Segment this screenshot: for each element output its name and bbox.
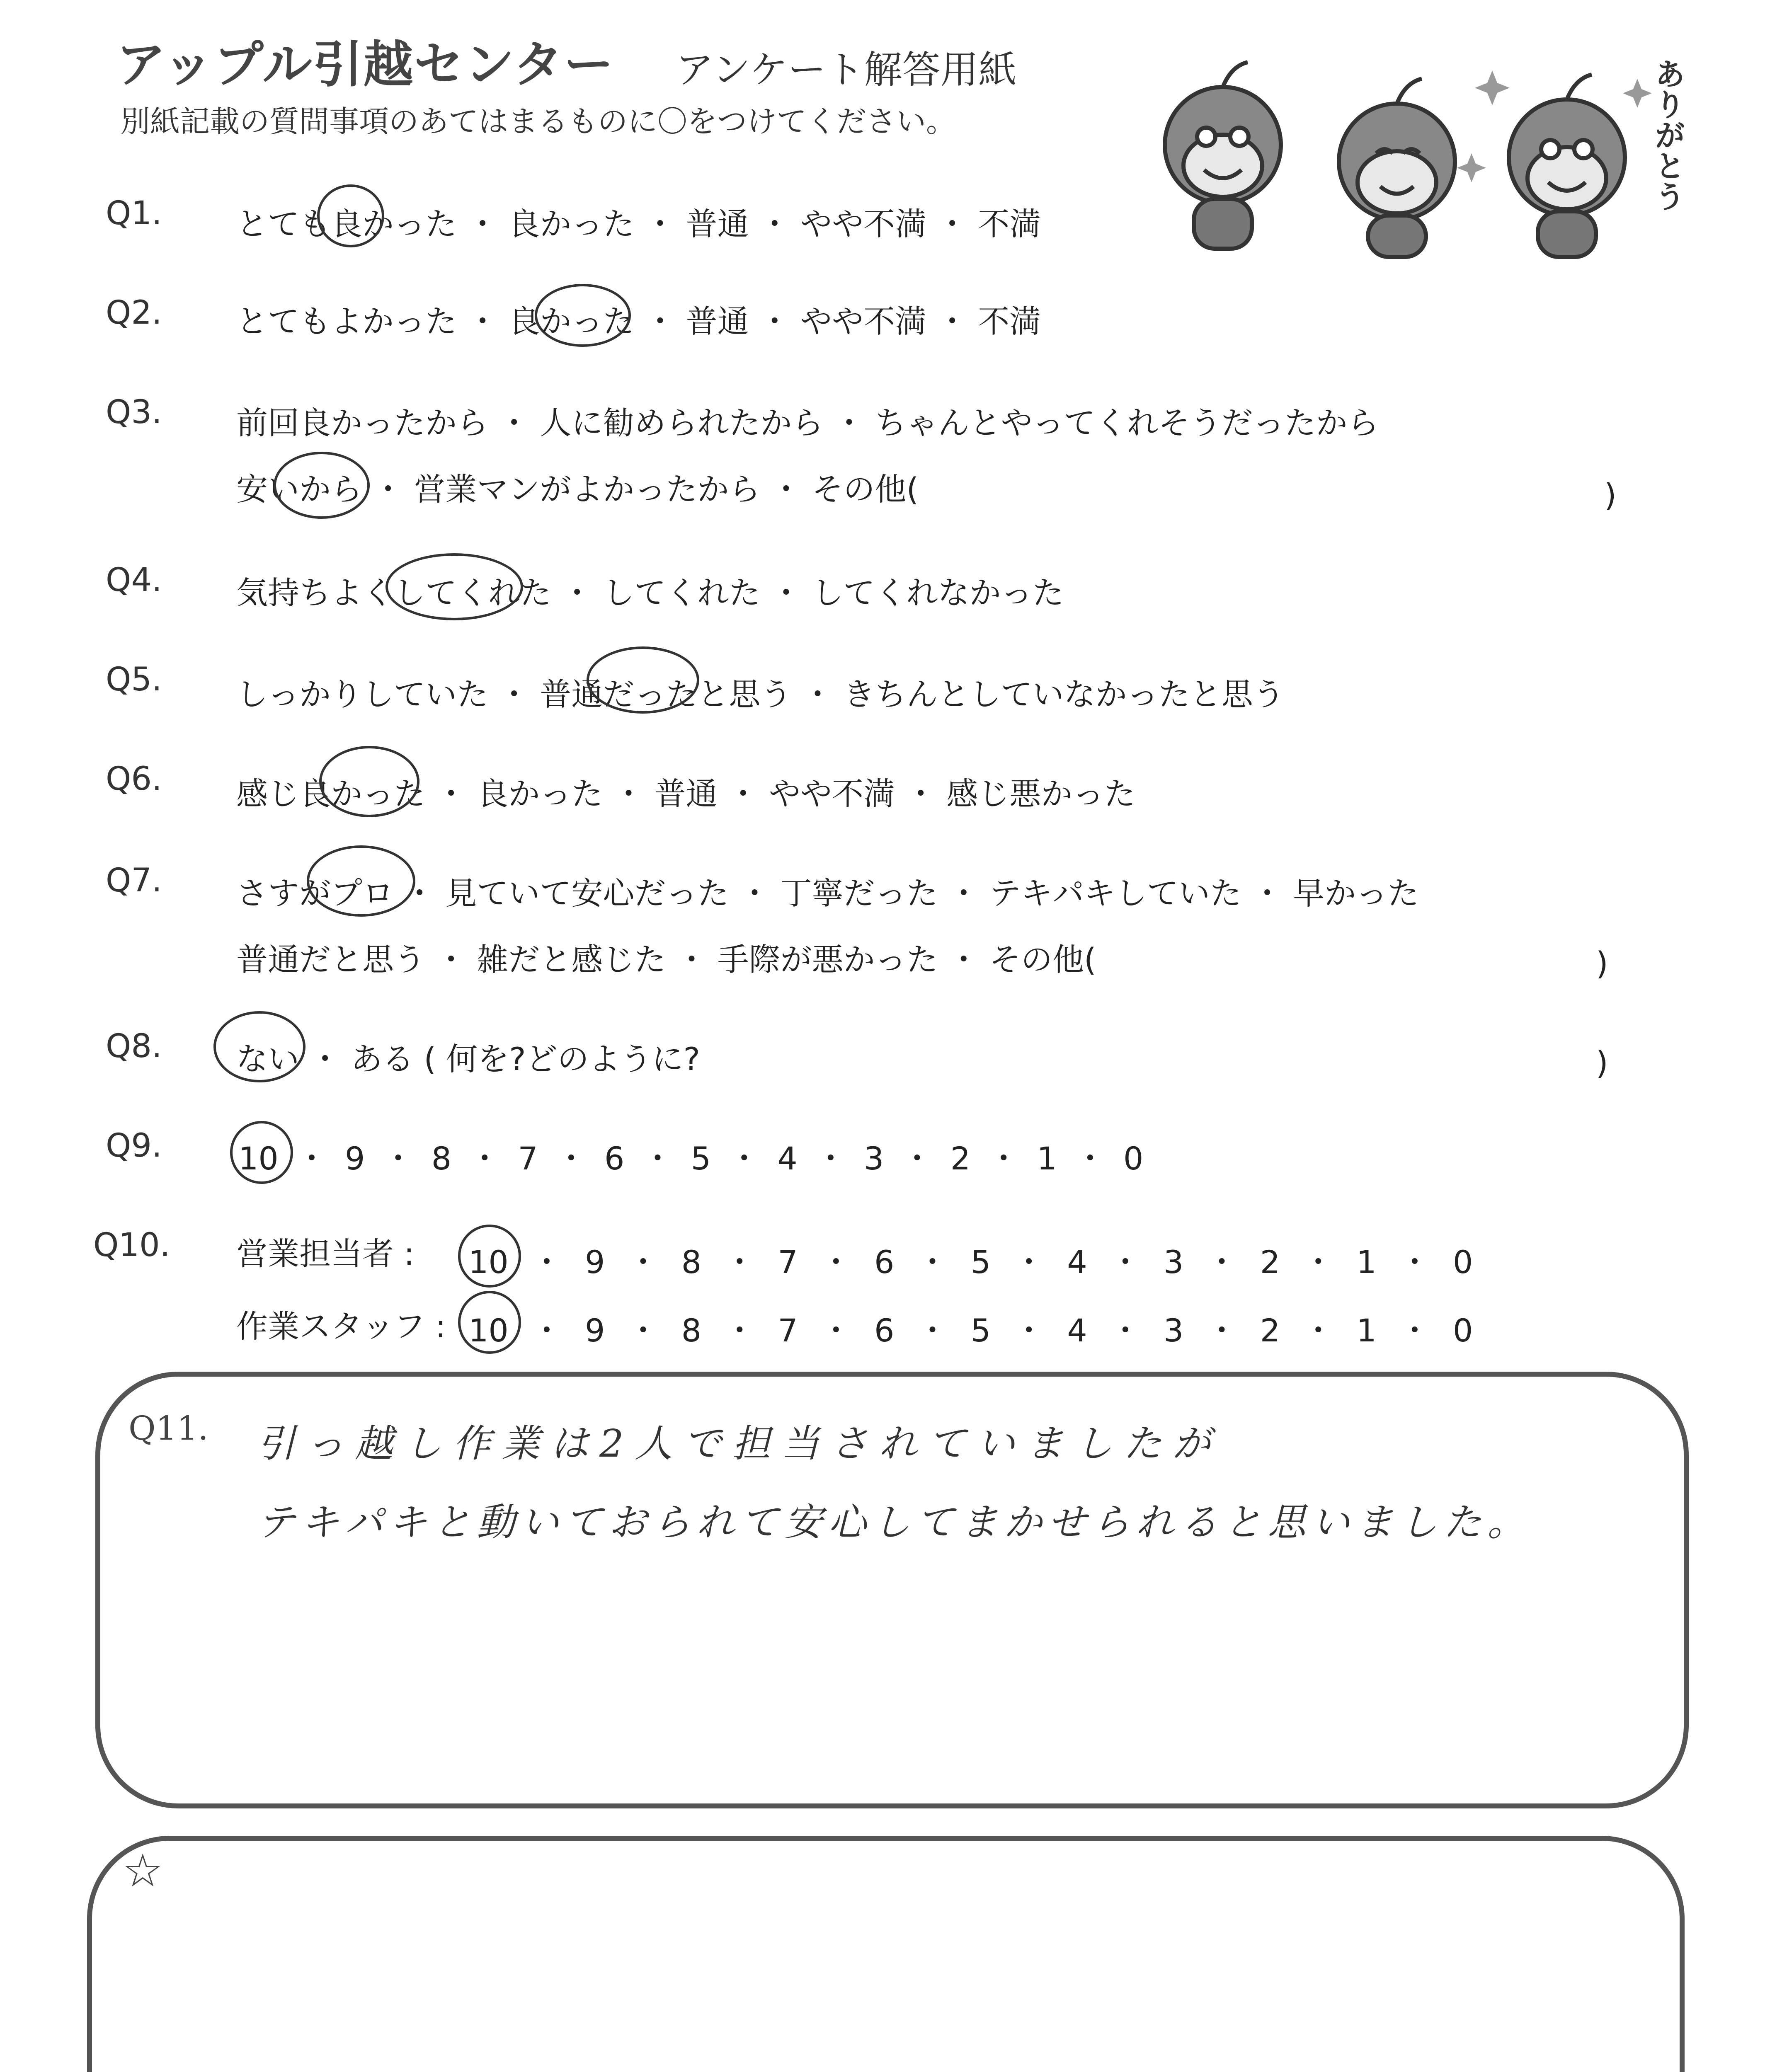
q7-options-line2: 普通だと思う ・ 雑だと感じた ・ 手際が悪かった ・ その他( xyxy=(236,941,1096,978)
form-subtitle: アンケート解答用紙 xyxy=(676,48,1017,92)
q3-options-line2: 安いから ・ 営業マンがよかったから ・ その他( xyxy=(236,471,919,508)
answer-circle xyxy=(458,1225,521,1288)
q8-close-paren: ) xyxy=(1596,1044,1608,1081)
q4-label: Q4. xyxy=(106,562,162,599)
answer-circle xyxy=(307,845,415,917)
answer-circle xyxy=(317,184,384,247)
q3-label: Q3. xyxy=(106,394,162,431)
q7-options-line1: さすがプロ ・ 見ていて安心だった ・ 丁寧だった ・ テキパキしていた ・ 早かった xyxy=(236,875,1419,912)
q8-label: Q8. xyxy=(106,1028,162,1065)
monkey-mascot-icon xyxy=(1127,46,1666,261)
q2-options: とてもよかった ・ 良かった ・ 普通 ・ やや不満 ・ 不満 xyxy=(236,303,1041,340)
q8-options: ない ・ ある ( 何を?どのように? xyxy=(236,1041,700,1077)
instruction-text: 別紙記載の質問事項のあてはまるものに〇をつけてください。 xyxy=(120,104,956,139)
answer-circle xyxy=(587,646,699,714)
star-icon: ☆ xyxy=(122,1844,163,1897)
q3-close-paren: ) xyxy=(1604,477,1617,513)
q7-close-paren: ) xyxy=(1596,945,1608,982)
q10-sales-label: 営業担当者 : xyxy=(236,1235,415,1272)
q10-staff-label: 作業スタッフ : xyxy=(236,1308,446,1345)
q1-label: Q1. xyxy=(106,195,162,232)
answer-circle xyxy=(535,284,631,347)
answer-circle xyxy=(213,1011,305,1082)
q2-label: Q2. xyxy=(106,294,162,332)
q9-label: Q9. xyxy=(106,1127,162,1164)
answer-circle xyxy=(385,553,523,620)
answer-circle xyxy=(458,1291,521,1354)
form-title: アップル引越センター xyxy=(116,36,614,94)
q3-options-line1: 前回良かったから ・ 人に勧められたから ・ ちゃんとやってくれそうだったから xyxy=(236,404,1379,441)
answer-circle xyxy=(274,452,370,519)
q1-options: とても良かった ・ 良かった ・ 普通 ・ やや不満 ・ 不満 xyxy=(236,206,1041,242)
q11-answer-line1: 引っ越し作業は2人で担当されていましたが xyxy=(257,1421,1222,1466)
q11-label: Q11. xyxy=(128,1409,209,1447)
q5-label: Q5. xyxy=(106,661,162,698)
q10-label: Q10. xyxy=(93,1227,170,1264)
q4-options: 気持ちよくしてくれた ・ してくれた ・ してくれなかった xyxy=(236,574,1064,611)
q6-label: Q6. xyxy=(106,760,162,798)
q6-options: 感じ良かった ・ 良かった ・ 普通 ・ やや不満 ・ 感じ悪かった xyxy=(236,775,1136,812)
q7-label: Q7. xyxy=(106,862,162,899)
q5-options: しっかりしていた ・ 普通だったと思う ・ きちんとしていなかったと思う xyxy=(236,676,1285,713)
q10-sales-scale: 10 ・ 9 ・ 8 ・ 7 ・ 6 ・ 5 ・ 4 ・ 3 ・ 2 ・ 1 ・ 0 xyxy=(468,1244,1473,1280)
q9-scale: 10 ・ 9 ・ 8 ・ 7 ・ 6 ・ 5 ・ 4 ・ 3 ・ 2 ・ 1 ・ 0 xyxy=(238,1140,1144,1177)
answer-circle xyxy=(319,746,419,817)
answer-circle xyxy=(230,1121,293,1184)
q10-staff-scale: 10 ・ 9 ・ 8 ・ 7 ・ 6 ・ 5 ・ 4 ・ 3 ・ 2 ・ 1 ・ 0 xyxy=(468,1312,1473,1349)
free-comment-box xyxy=(87,1836,1685,2072)
thanks-text: ありがとう xyxy=(1650,58,1685,211)
q11-answer-line2: テキパキと動いておられて安心してまかせられると思いました。 xyxy=(257,1500,1532,1544)
